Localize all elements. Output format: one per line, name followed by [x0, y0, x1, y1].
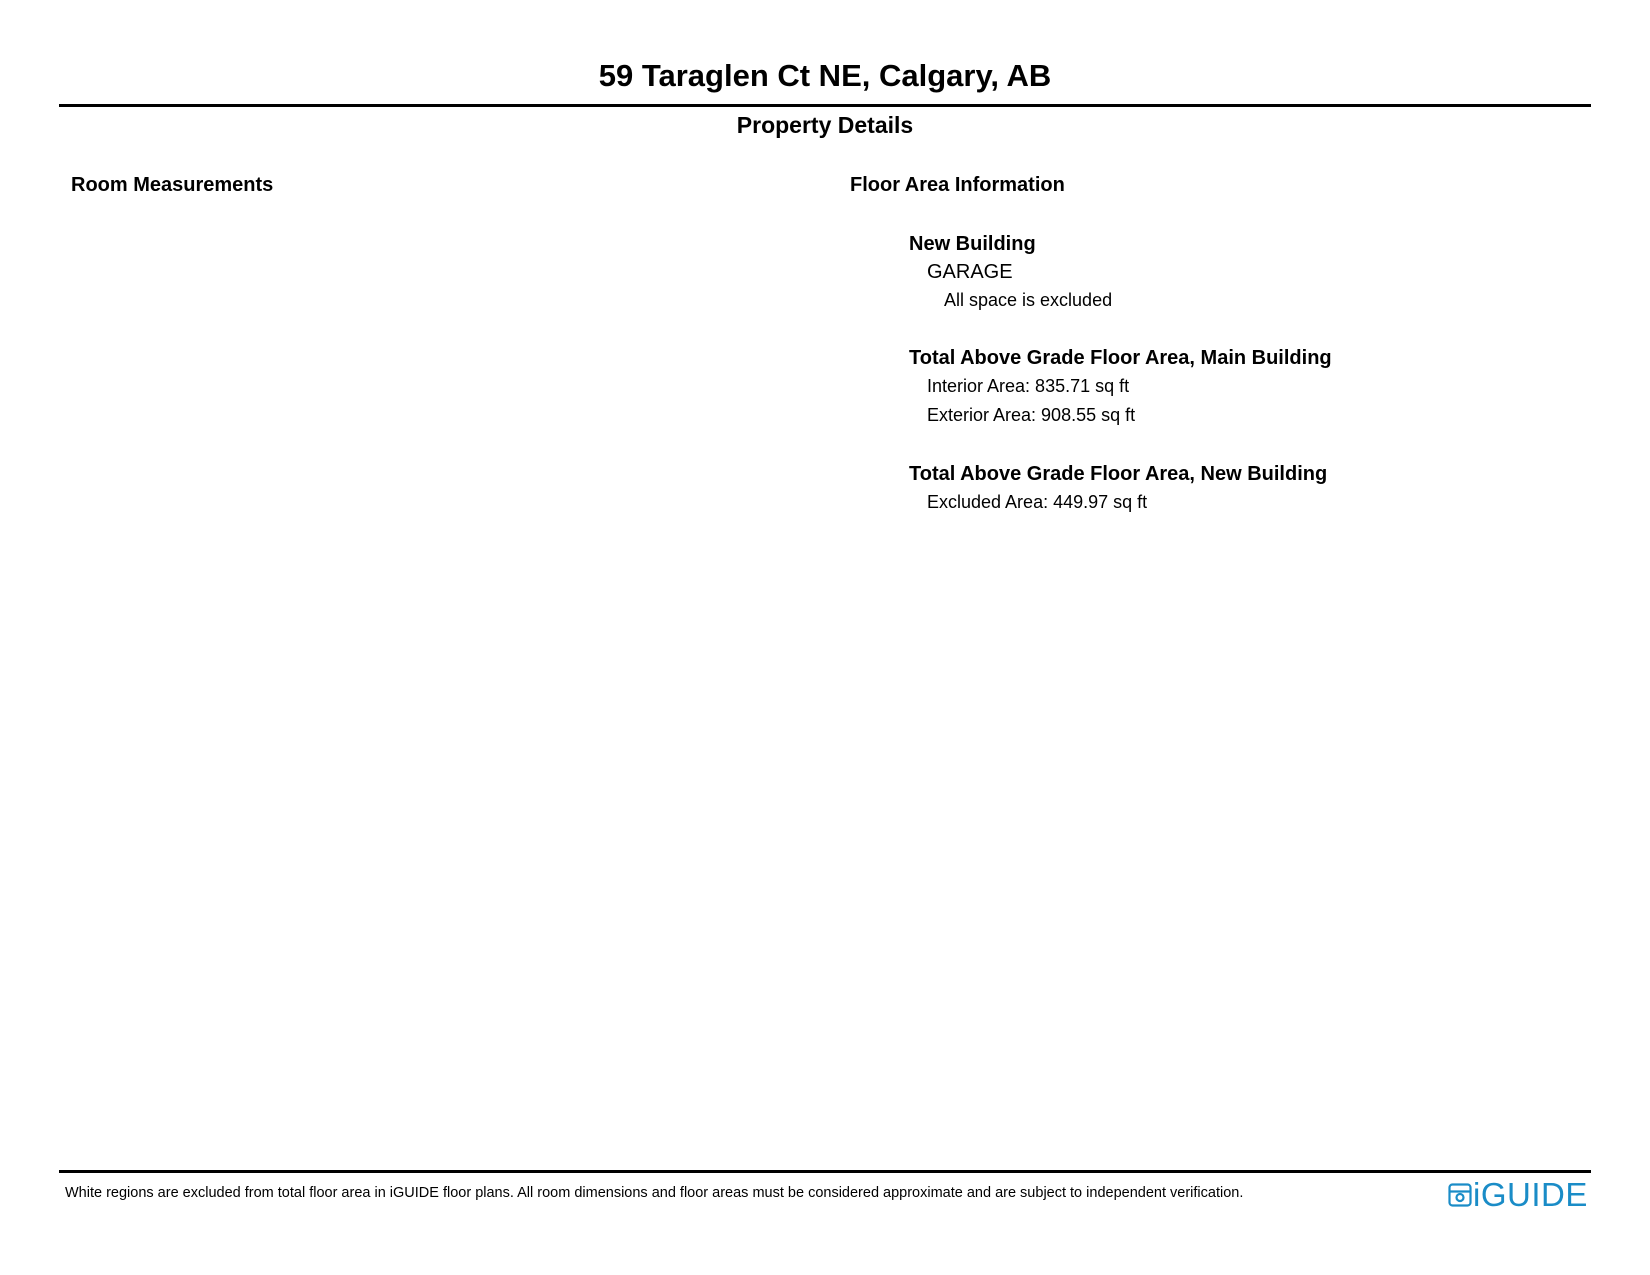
floor-area-list	[909, 230, 1609, 547]
camera-icon	[1448, 1183, 1472, 1207]
new-building-total-title: Total Above Grade Floor Area, New Building	[909, 463, 1328, 485]
footer-divider	[59, 1170, 1591, 1173]
new-building-section	[909, 230, 1609, 314]
excluded-note: All space is excluded	[944, 290, 1113, 310]
garage-label: GARAGE	[927, 261, 1013, 283]
page-title: 59 Taraglen Ct NE, Calgary, AB	[598, 58, 1052, 93]
exterior-area: Exterior Area: 908.55 sq ft	[927, 405, 1136, 425]
new-building-total-section	[909, 460, 1609, 517]
footer-disclaimer: White regions are excluded from total floor area in iGUIDE floor plans. All room dimensions and floor areas must be considered approximate and are subject to independent verification.	[65, 1185, 1244, 1201]
main-building-total-title: Total Above Grade Floor Area, Main Building	[909, 347, 1332, 369]
main-building-total-section	[909, 344, 1609, 430]
brand-name: iGUIDE	[1473, 1176, 1588, 1213]
interior-area: Interior Area: 835.71 sq ft	[927, 376, 1130, 396]
header-divider	[59, 104, 1591, 107]
new-building-title: New Building	[909, 233, 1036, 255]
floor-area-heading: Floor Area Information	[850, 174, 1065, 196]
page-subtitle: Property Details	[736, 112, 914, 138]
iguide-logo	[1448, 1178, 1588, 1212]
excluded-area: Excluded Area: 449.97 sq ft	[927, 492, 1148, 512]
room-measurements-heading: Room Measurements	[71, 174, 274, 196]
